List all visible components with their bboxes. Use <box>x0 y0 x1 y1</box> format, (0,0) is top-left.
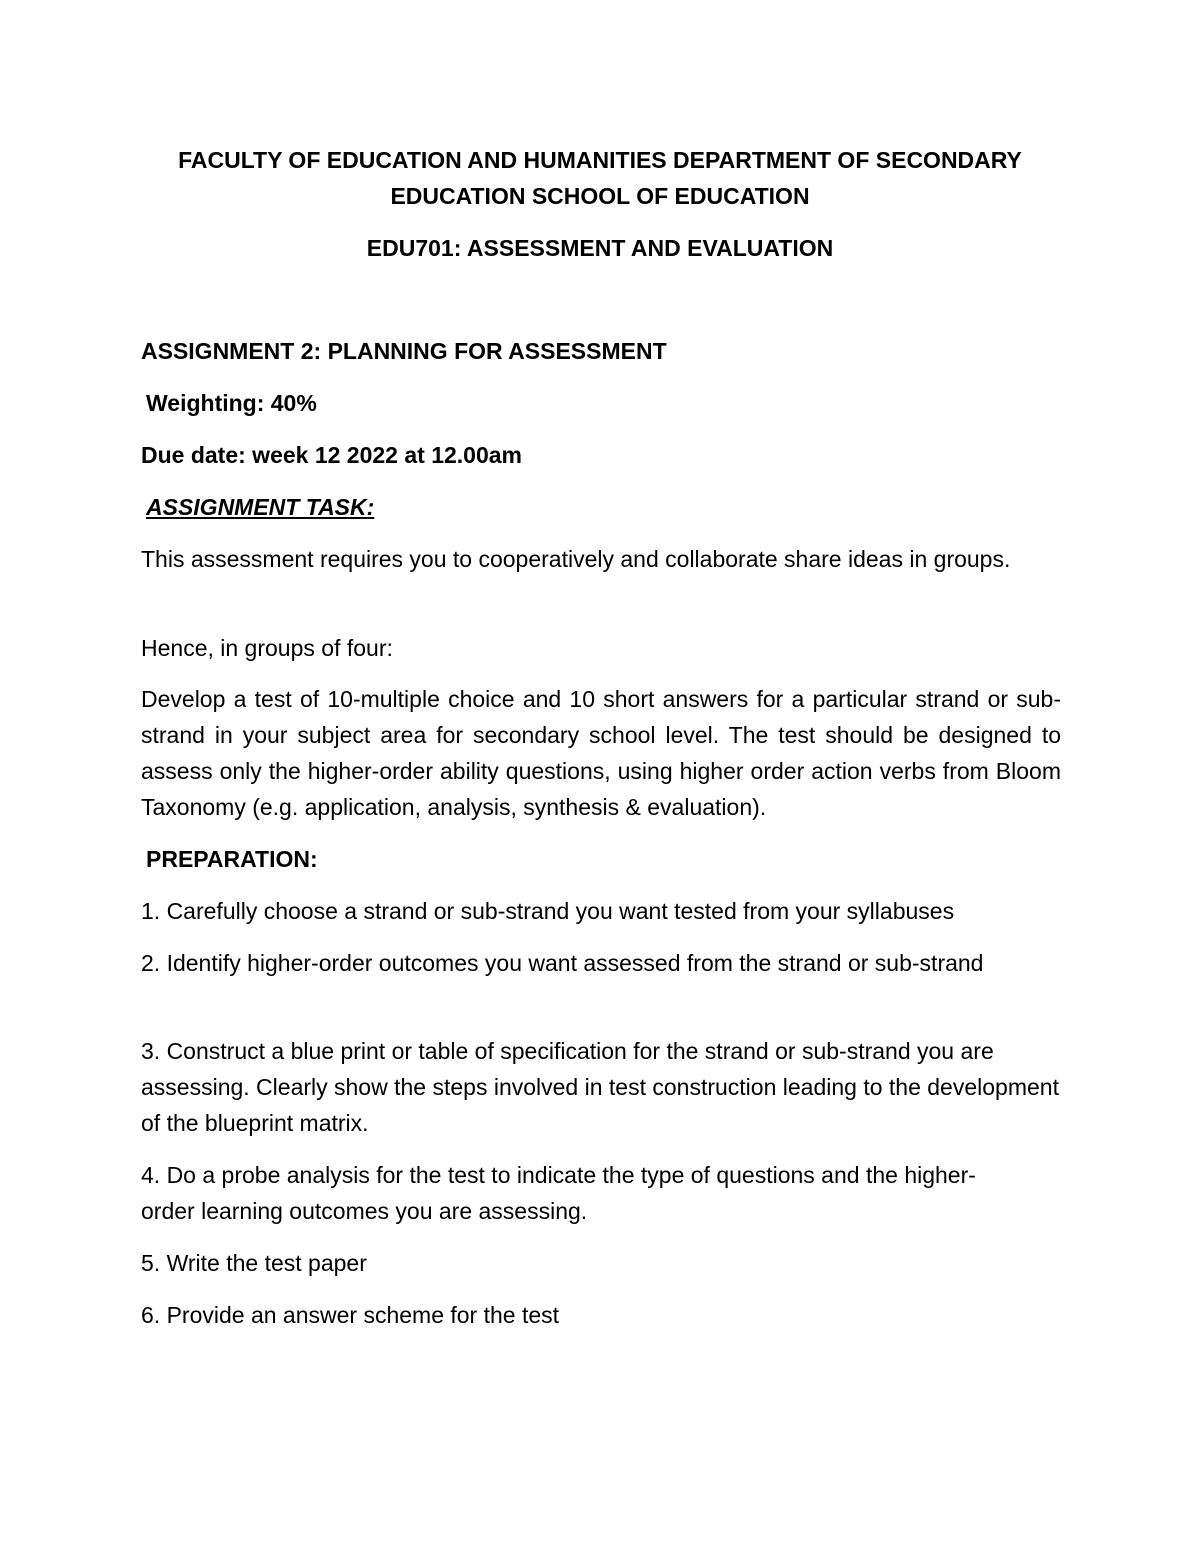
task-description: Develop a test of 10-multiple choice and 10 short answers for a particular strand or sub-strand in your subject area for secondary school level. The test should be designed to assess only the higher-order ability questions, using higher order action verbs from Bloom Taxonomy (e.g. application, analysis, synthesis & evaluation). <box>141 686 1061 820</box>
due-date: Due date: week 12 2022 at 12.00am <box>141 442 523 468</box>
course-title: EDU701: ASSESSMENT AND EVALUATION <box>366 235 834 261</box>
preparation-step-2: 2. Identify higher-order outcomes you want assessed from the strand or sub-strand <box>141 950 984 976</box>
assignment-title: ASSIGNMENT 2: PLANNING FOR ASSESSMENT <box>141 338 667 364</box>
preparation-step-4: 4. Do a probe analysis for the test to indicate the type of questions and the higher-order learning outcomes you are assessing. <box>141 1162 976 1224</box>
preparation-step-3: 3. Construct a blue print or table of specification for the strand or sub-strand you are assessing. Clearly show the steps involved in test construction leading to the development of the blueprint matrix. <box>141 1038 1059 1136</box>
faculty-heading <box>120 142 1080 214</box>
preparation-step-1: 1. Carefully choose a strand or sub-strand you want tested from your syllabuses <box>141 898 955 924</box>
assignment-task-heading-text: ASSIGNMENT TASK: <box>146 494 375 520</box>
preparation-step-5: 5. Write the test paper <box>141 1250 367 1276</box>
faculty-heading-line-2: EDUCATION SCHOOL OF EDUCATION <box>390 183 810 209</box>
preparation-step-6: 6. Provide an answer scheme for the test <box>141 1302 560 1328</box>
assignment-task-heading <box>146 489 1066 525</box>
task-groups: Hence, in groups of four: <box>141 635 393 661</box>
faculty-heading-line-1: FACULTY OF EDUCATION AND HUMANITIES DEPARTMENT OF SECONDARY <box>178 147 1022 173</box>
task-intro: This assessment requires you to cooperatively and collaborate share ideas in groups. <box>141 546 1011 572</box>
weighting: Weighting: 40% <box>146 390 317 416</box>
preparation-heading: PREPARATION: <box>146 846 318 872</box>
